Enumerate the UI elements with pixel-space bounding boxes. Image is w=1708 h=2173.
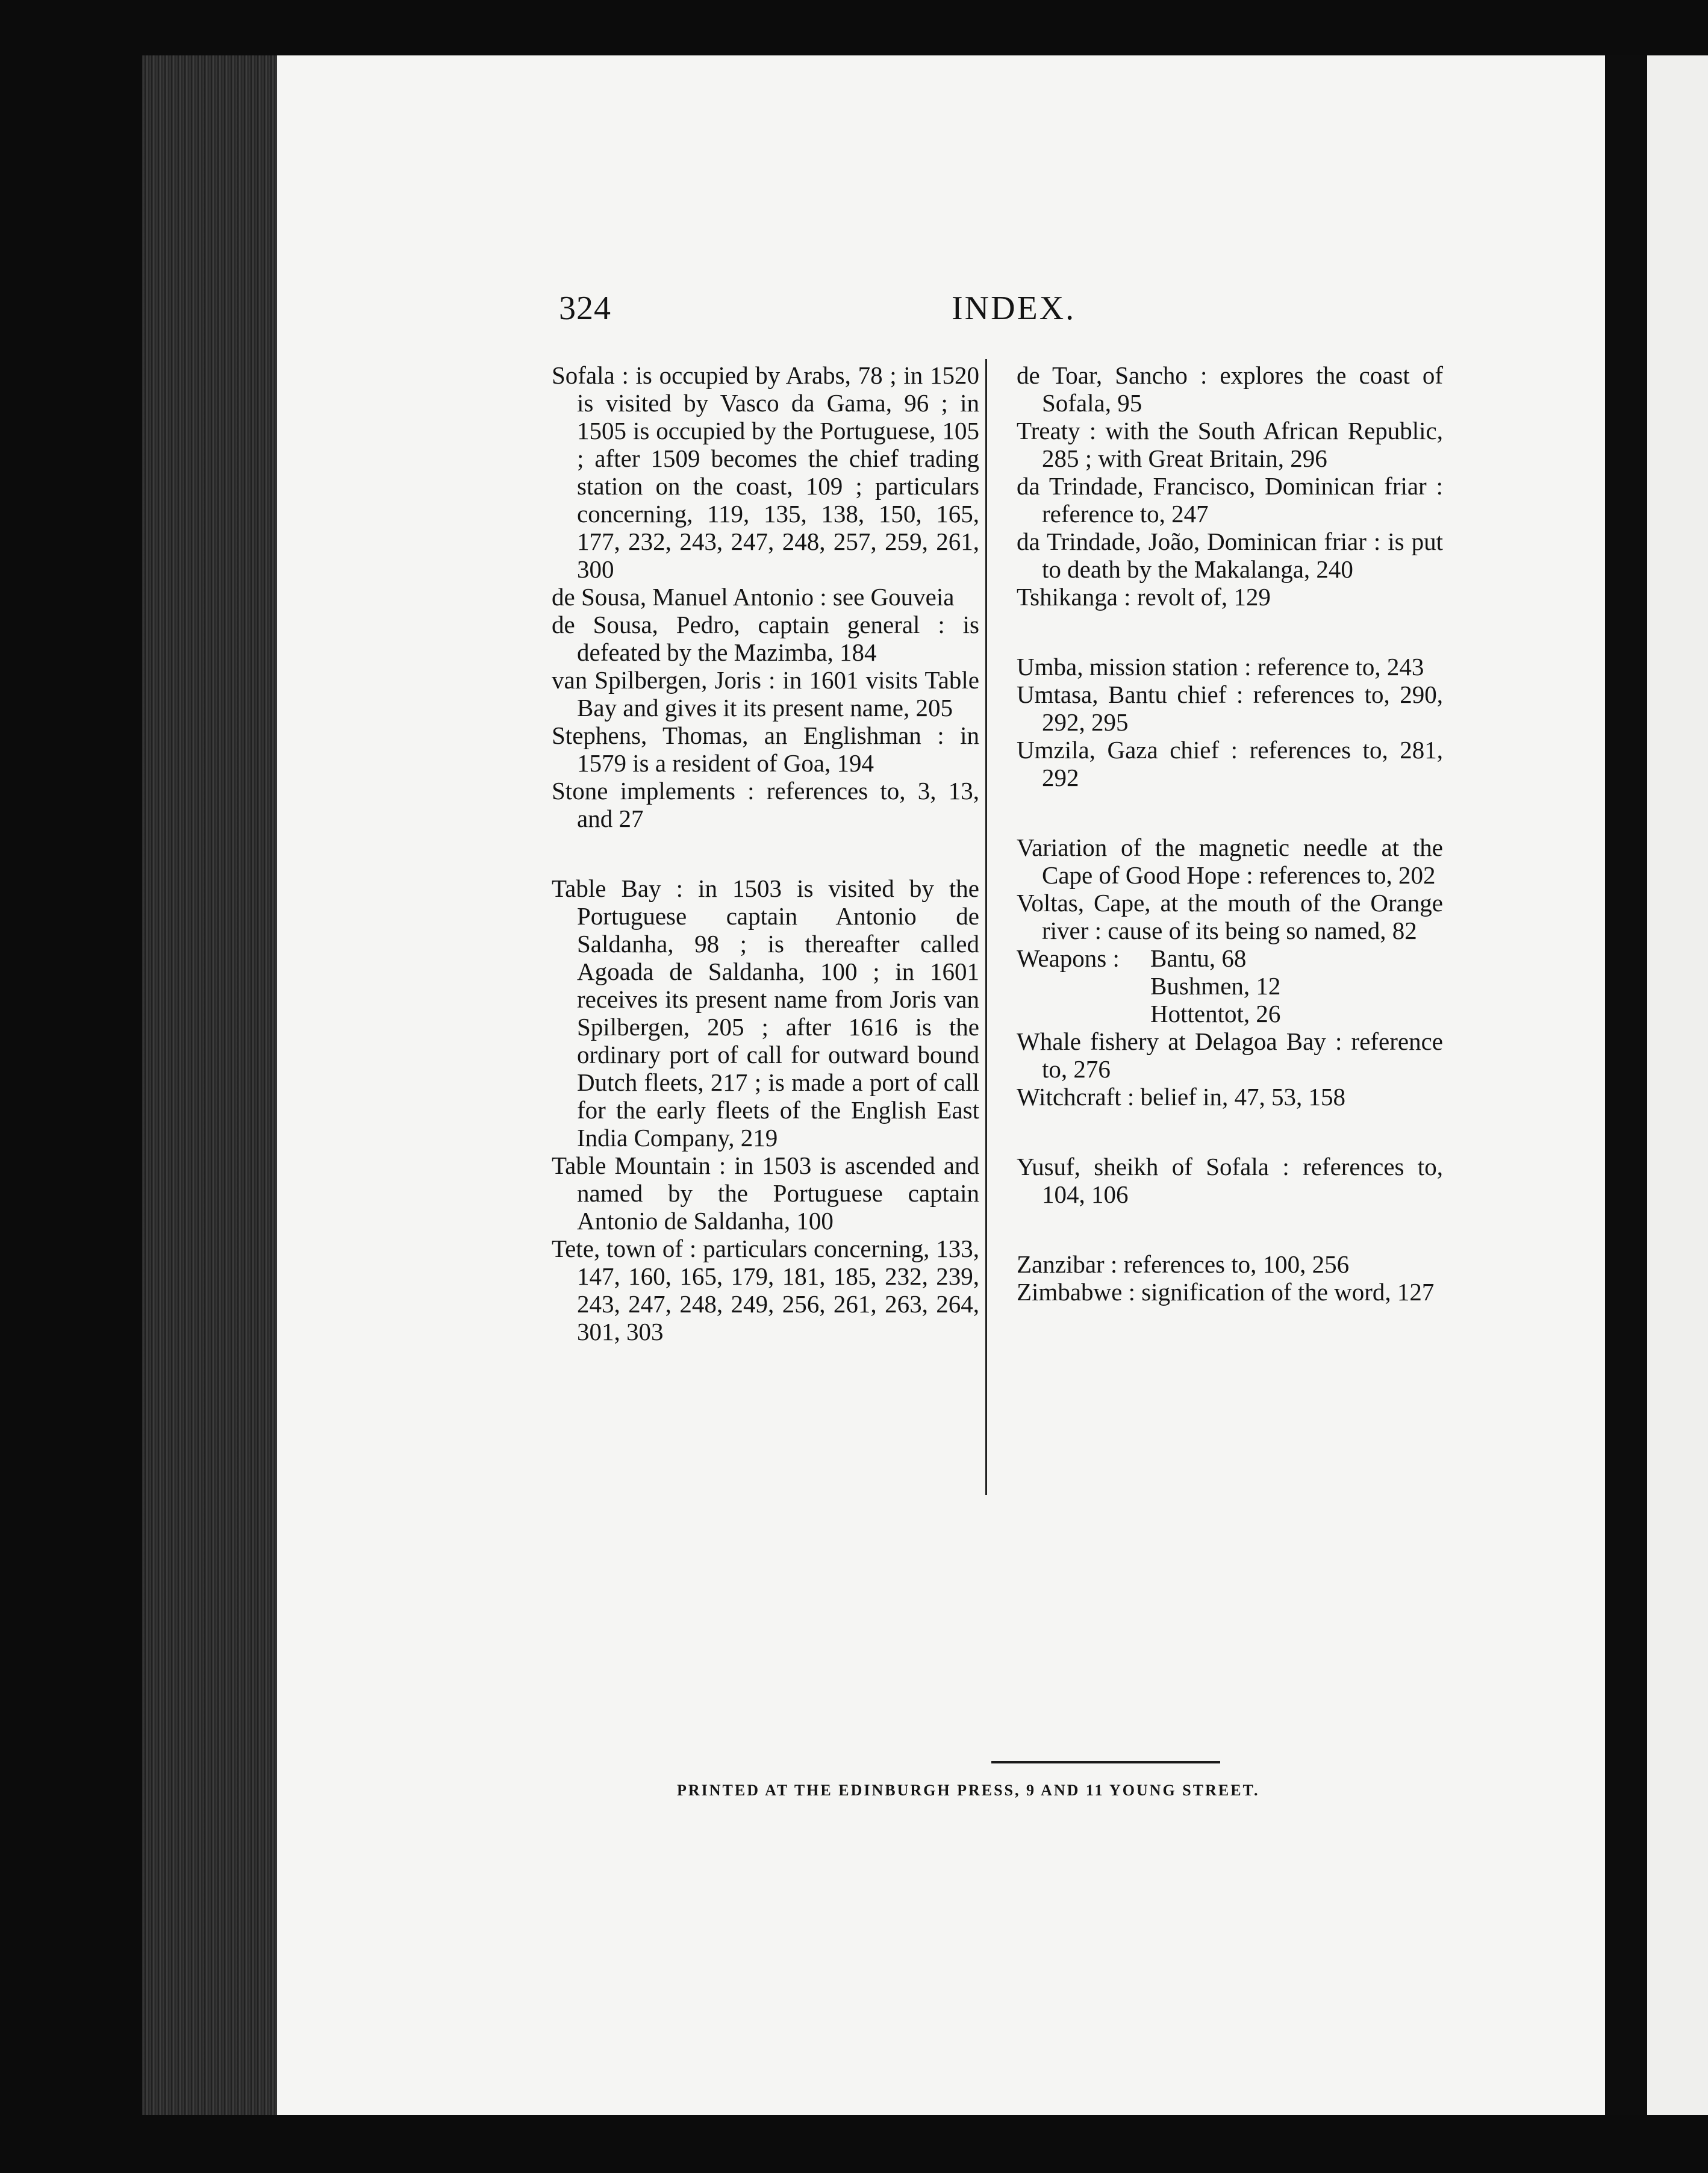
index-entry: Tshikanga : revolt of, 129 xyxy=(1017,583,1271,611)
index-entry: Umtasa, Bantu chief : references to, 290, 292, 295 xyxy=(1017,681,1443,736)
index-entries-s-to-v xyxy=(1017,361,1443,944)
index-column-right xyxy=(1017,361,1443,1306)
index-entry: da Trindade, João, Dominican friar : is put to death by the Makalanga, 240 xyxy=(1017,528,1443,583)
book-page-edges xyxy=(142,55,282,2115)
index-entry: de Toar, Sancho : explores the coast of Sofala, 95 xyxy=(1017,361,1443,417)
index-entry: Tete, town of : particulars concerning, 133, 147, 160, 165, 179, 181, 185, 232, 239, 243, 247, 248, 249, 256, 261, 263, 264, 301, 303 xyxy=(552,1235,979,1345)
index-entry: Table Bay : in 1503 is visited by the Portuguese captain Antonio de Saldanha, 98 ; is thereafter called Agoada de Saldanha, 100 ; in 1601 receives its present name from Joris van Spilbergen, 205 ; after 1616 is the ordinary port of call for outward bound Dutch fleets, 217 ; is made a port of call for the early fleets of the English East India Company, 219 xyxy=(552,874,979,1152)
letter-group-gap xyxy=(552,832,979,874)
index-entry: Treaty : with the South African Republic, 285 ; with Great Britain, 296 xyxy=(1017,417,1443,472)
index-entry: da Trindade, Francisco, Dominican friar : reference to, 247 xyxy=(1017,472,1443,528)
letter-group-gap xyxy=(1017,791,1443,834)
index-entry: Zimbabwe : signification of the word, 127 xyxy=(1017,1278,1435,1306)
letter-group-gap xyxy=(1017,1208,1443,1250)
index-entry: Stone implements : references to, 3, 13, and 27 xyxy=(552,777,979,832)
weapons-heading: Weapons : xyxy=(1017,944,1120,972)
index-entry-weapons xyxy=(1017,944,1443,1027)
index-entry: Zanzibar : references to, 100, 256 xyxy=(1017,1250,1350,1278)
letter-group-gap xyxy=(1017,611,1443,653)
index-entry: Stephens, Thomas, an Englishman : in 1579 is a resident of Goa, 194 xyxy=(552,722,979,777)
index-entries-w-to-z xyxy=(1017,1027,1443,1306)
index-entry: Umzila, Gaza chief : references to, 281, 292 xyxy=(1017,736,1443,791)
index-entry: Voltas, Cape, at the mouth of the Orange river : cause of its being so named, 82 xyxy=(1017,889,1443,944)
index-entry: Variation of the magnetic needle at the Cape of Good Hope : references to, 202 xyxy=(1017,834,1443,889)
page-number: 324 xyxy=(559,290,611,327)
printer-imprint: PRINTED AT THE EDINBURGH PRESS, 9 AND 11 YOUNG STREET. xyxy=(677,1782,1260,1799)
index-entry: Table Mountain : in 1503 is ascended and named by the Portuguese captain Antonio de Saldanha, 100 xyxy=(552,1152,979,1235)
weapons-subentry: Bantu, 68 xyxy=(1150,944,1247,972)
index-entry: Whale fishery at Delagoa Bay : reference to, 276 xyxy=(1017,1027,1443,1083)
running-title: INDEX. xyxy=(952,290,1076,327)
index-entry: van Spilbergen, Joris : in 1601 visits Table Bay and gives it its present name, 205 xyxy=(552,666,979,722)
index-column-left xyxy=(552,361,979,1345)
weapons-subentries xyxy=(1150,944,1280,1027)
index-entry: Yusuf, sheikh of Sofala : references to, 104, 106 xyxy=(1017,1153,1443,1208)
index-entry: de Sousa, Pedro, captain general : is defeated by the Mazimba, 184 xyxy=(552,611,979,666)
column-divider xyxy=(985,359,987,1495)
footer-rule xyxy=(991,1761,1220,1763)
index-entry: Witchcraft : belief in, 47, 53, 158 xyxy=(1017,1083,1345,1111)
index-entry: de Sousa, Manuel Antonio : see Gouveia xyxy=(552,583,955,611)
letter-group-gap xyxy=(1017,1111,1443,1153)
weapons-subentry: Bushmen, 12 xyxy=(1150,972,1281,1000)
weapons-subentry: Hottentot, 26 xyxy=(1150,1000,1281,1027)
index-entry: Umba, mission station : reference to, 243 xyxy=(1017,653,1424,681)
index-entry: Sofala : is occupied by Arabs, 78 ; in 1520 is visited by Vasco da Gama, 96 ; in 1505 is occupied by the Portuguese, 105 ; after 1509 becomes the chief trading station on the coast, 109 ; particulars concerning, 119, 135, 138, 150, 165, 177, 232, 243, 247, 248, 257, 259, 261, 300 xyxy=(552,361,979,583)
book-gutter-shadow xyxy=(1605,55,1647,2115)
facing-page-edge xyxy=(1647,55,1708,2115)
